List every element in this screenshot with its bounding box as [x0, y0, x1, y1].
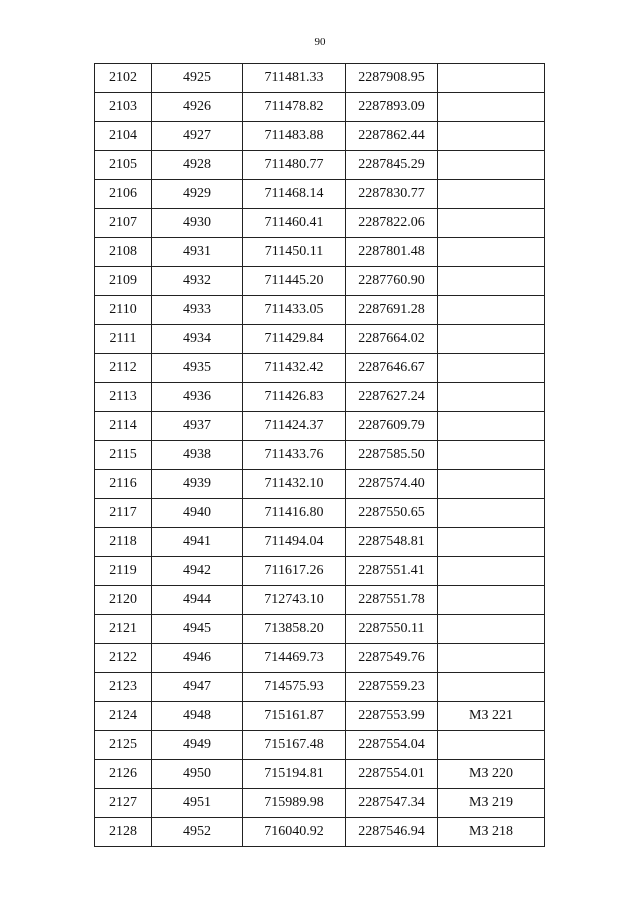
- table-row: [95, 209, 545, 238]
- x-coordinate-cell: 711445.20: [243, 267, 346, 296]
- note-cell: [438, 412, 545, 441]
- x-coordinate-cell: 711426.83: [243, 383, 346, 412]
- x-coordinate-cell: 711432.42: [243, 354, 346, 383]
- y-coordinate-cell: 2287548.81: [346, 528, 438, 557]
- note-cell: [438, 151, 545, 180]
- y-coordinate-cell: 2287550.65: [346, 499, 438, 528]
- x-coordinate-cell: 711416.80: [243, 499, 346, 528]
- note-cell: [438, 644, 545, 673]
- point-id-cell: 4947: [152, 673, 243, 702]
- y-coordinate-cell: 2287822.06: [346, 209, 438, 238]
- note-cell: [438, 93, 545, 122]
- x-coordinate-cell: 711478.82: [243, 93, 346, 122]
- y-coordinate-cell: 2287893.09: [346, 93, 438, 122]
- y-coordinate-cell: 2287908.95: [346, 64, 438, 93]
- note-cell: [438, 209, 545, 238]
- table-row: [95, 789, 545, 818]
- y-coordinate-cell: 2287609.79: [346, 412, 438, 441]
- table-row: [95, 586, 545, 615]
- row-number-cell: 2126: [95, 760, 152, 789]
- y-coordinate-cell: 2287664.02: [346, 325, 438, 354]
- table-row: [95, 383, 545, 412]
- note-cell: [438, 354, 545, 383]
- page-number: 90: [314, 36, 326, 48]
- table-row: [95, 122, 545, 151]
- point-id-cell: 4938: [152, 441, 243, 470]
- x-coordinate-cell: 714575.93: [243, 673, 346, 702]
- x-coordinate-cell: 711480.77: [243, 151, 346, 180]
- row-number-cell: 2116: [95, 470, 152, 499]
- table-row: [95, 354, 545, 383]
- x-coordinate-cell: 713858.20: [243, 615, 346, 644]
- y-coordinate-cell: 2287550.11: [346, 615, 438, 644]
- point-id-cell: 4937: [152, 412, 243, 441]
- point-id-cell: 4930: [152, 209, 243, 238]
- table-row: [95, 644, 545, 673]
- note-cell: МЗ 219: [438, 789, 545, 818]
- row-number-cell: 2105: [95, 151, 152, 180]
- y-coordinate-cell: 2287551.78: [346, 586, 438, 615]
- y-coordinate-cell: 2287574.40: [346, 470, 438, 499]
- note-cell: [438, 528, 545, 557]
- x-coordinate-cell: 715167.48: [243, 731, 346, 760]
- point-id-cell: 4929: [152, 180, 243, 209]
- y-coordinate-cell: 2287554.04: [346, 731, 438, 760]
- row-number-cell: 2118: [95, 528, 152, 557]
- point-id-cell: 4928: [152, 151, 243, 180]
- note-cell: [438, 499, 545, 528]
- x-coordinate-cell: 711460.41: [243, 209, 346, 238]
- point-id-cell: 4934: [152, 325, 243, 354]
- y-coordinate-cell: 2287646.67: [346, 354, 438, 383]
- row-number-cell: 2128: [95, 818, 152, 847]
- note-cell: [438, 122, 545, 151]
- table-row: [95, 64, 545, 93]
- row-number-cell: 2110: [95, 296, 152, 325]
- point-id-cell: 4932: [152, 267, 243, 296]
- row-number-cell: 2112: [95, 354, 152, 383]
- note-cell: [438, 673, 545, 702]
- table-row: [95, 325, 545, 354]
- row-number-cell: 2108: [95, 238, 152, 267]
- table-row: [95, 499, 545, 528]
- row-number-cell: 2104: [95, 122, 152, 151]
- table-row: [95, 818, 545, 847]
- row-number-cell: 2103: [95, 93, 152, 122]
- y-coordinate-cell: 2287830.77: [346, 180, 438, 209]
- x-coordinate-cell: 711481.33: [243, 64, 346, 93]
- table-row: [95, 151, 545, 180]
- row-number-cell: 2127: [95, 789, 152, 818]
- table-row: [95, 296, 545, 325]
- note-cell: [438, 267, 545, 296]
- y-coordinate-cell: 2287549.76: [346, 644, 438, 673]
- point-id-cell: 4941: [152, 528, 243, 557]
- note-cell: [438, 238, 545, 267]
- note-cell: [438, 296, 545, 325]
- row-number-cell: 2111: [95, 325, 152, 354]
- note-cell: [438, 557, 545, 586]
- table-row: [95, 702, 545, 731]
- table-row: [95, 557, 545, 586]
- y-coordinate-cell: 2287585.50: [346, 441, 438, 470]
- y-coordinate-cell: 2287691.28: [346, 296, 438, 325]
- x-coordinate-cell: 715989.98: [243, 789, 346, 818]
- row-number-cell: 2102: [95, 64, 152, 93]
- y-coordinate-cell: 2287760.90: [346, 267, 438, 296]
- row-number-cell: 2117: [95, 499, 152, 528]
- row-number-cell: 2114: [95, 412, 152, 441]
- x-coordinate-cell: 714469.73: [243, 644, 346, 673]
- row-number-cell: 2121: [95, 615, 152, 644]
- x-coordinate-cell: 711433.05: [243, 296, 346, 325]
- table-row: [95, 180, 545, 209]
- note-cell: МЗ 221: [438, 702, 545, 731]
- x-coordinate-cell: 711494.04: [243, 528, 346, 557]
- note-cell: [438, 441, 545, 470]
- note-cell: [438, 64, 545, 93]
- x-coordinate-cell: 715194.81: [243, 760, 346, 789]
- point-id-cell: 4935: [152, 354, 243, 383]
- table-row: [95, 760, 545, 789]
- x-coordinate-cell: 711424.37: [243, 412, 346, 441]
- coordinates-table: [94, 63, 545, 847]
- row-number-cell: 2113: [95, 383, 152, 412]
- note-cell: [438, 470, 545, 499]
- point-id-cell: 4939: [152, 470, 243, 499]
- point-id-cell: 4927: [152, 122, 243, 151]
- table-row: [95, 615, 545, 644]
- point-id-cell: 4946: [152, 644, 243, 673]
- point-id-cell: 4950: [152, 760, 243, 789]
- row-number-cell: 2107: [95, 209, 152, 238]
- point-id-cell: 4926: [152, 93, 243, 122]
- x-coordinate-cell: 711433.76: [243, 441, 346, 470]
- y-coordinate-cell: 2287559.23: [346, 673, 438, 702]
- note-cell: МЗ 220: [438, 760, 545, 789]
- table-row: [95, 731, 545, 760]
- row-number-cell: 2106: [95, 180, 152, 209]
- row-number-cell: 2119: [95, 557, 152, 586]
- point-id-cell: 4952: [152, 818, 243, 847]
- point-id-cell: 4942: [152, 557, 243, 586]
- y-coordinate-cell: 2287862.44: [346, 122, 438, 151]
- point-id-cell: 4949: [152, 731, 243, 760]
- note-cell: [438, 383, 545, 412]
- point-id-cell: 4931: [152, 238, 243, 267]
- point-id-cell: 4933: [152, 296, 243, 325]
- row-number-cell: 2109: [95, 267, 152, 296]
- table-row: [95, 673, 545, 702]
- table-row: [95, 470, 545, 499]
- note-cell: [438, 615, 545, 644]
- row-number-cell: 2125: [95, 731, 152, 760]
- point-id-cell: 4951: [152, 789, 243, 818]
- y-coordinate-cell: 2287845.29: [346, 151, 438, 180]
- y-coordinate-cell: 2287553.99: [346, 702, 438, 731]
- point-id-cell: 4944: [152, 586, 243, 615]
- table-row: [95, 238, 545, 267]
- y-coordinate-cell: 2287547.34: [346, 789, 438, 818]
- note-cell: МЗ 218: [438, 818, 545, 847]
- table-row: [95, 441, 545, 470]
- point-id-cell: 4936: [152, 383, 243, 412]
- x-coordinate-cell: 712743.10: [243, 586, 346, 615]
- x-coordinate-cell: 711483.88: [243, 122, 346, 151]
- x-coordinate-cell: 716040.92: [243, 818, 346, 847]
- row-number-cell: 2124: [95, 702, 152, 731]
- point-id-cell: 4948: [152, 702, 243, 731]
- row-number-cell: 2123: [95, 673, 152, 702]
- x-coordinate-cell: 711432.10: [243, 470, 346, 499]
- note-cell: [438, 731, 545, 760]
- y-coordinate-cell: 2287801.48: [346, 238, 438, 267]
- table-row: [95, 93, 545, 122]
- table-row: [95, 412, 545, 441]
- note-cell: [438, 586, 545, 615]
- table-row: [95, 267, 545, 296]
- table-row: [95, 528, 545, 557]
- note-cell: [438, 180, 545, 209]
- point-id-cell: 4945: [152, 615, 243, 644]
- note-cell: [438, 325, 545, 354]
- x-coordinate-cell: 711468.14: [243, 180, 346, 209]
- row-number-cell: 2122: [95, 644, 152, 673]
- row-number-cell: 2120: [95, 586, 152, 615]
- x-coordinate-cell: 715161.87: [243, 702, 346, 731]
- point-id-cell: 4925: [152, 64, 243, 93]
- x-coordinate-cell: 711450.11: [243, 238, 346, 267]
- x-coordinate-cell: 711429.84: [243, 325, 346, 354]
- y-coordinate-cell: 2287554.01: [346, 760, 438, 789]
- row-number-cell: 2115: [95, 441, 152, 470]
- x-coordinate-cell: 711617.26: [243, 557, 346, 586]
- coordinates-table-body: [95, 64, 545, 847]
- y-coordinate-cell: 2287551.41: [346, 557, 438, 586]
- y-coordinate-cell: 2287546.94: [346, 818, 438, 847]
- y-coordinate-cell: 2287627.24: [346, 383, 438, 412]
- point-id-cell: 4940: [152, 499, 243, 528]
